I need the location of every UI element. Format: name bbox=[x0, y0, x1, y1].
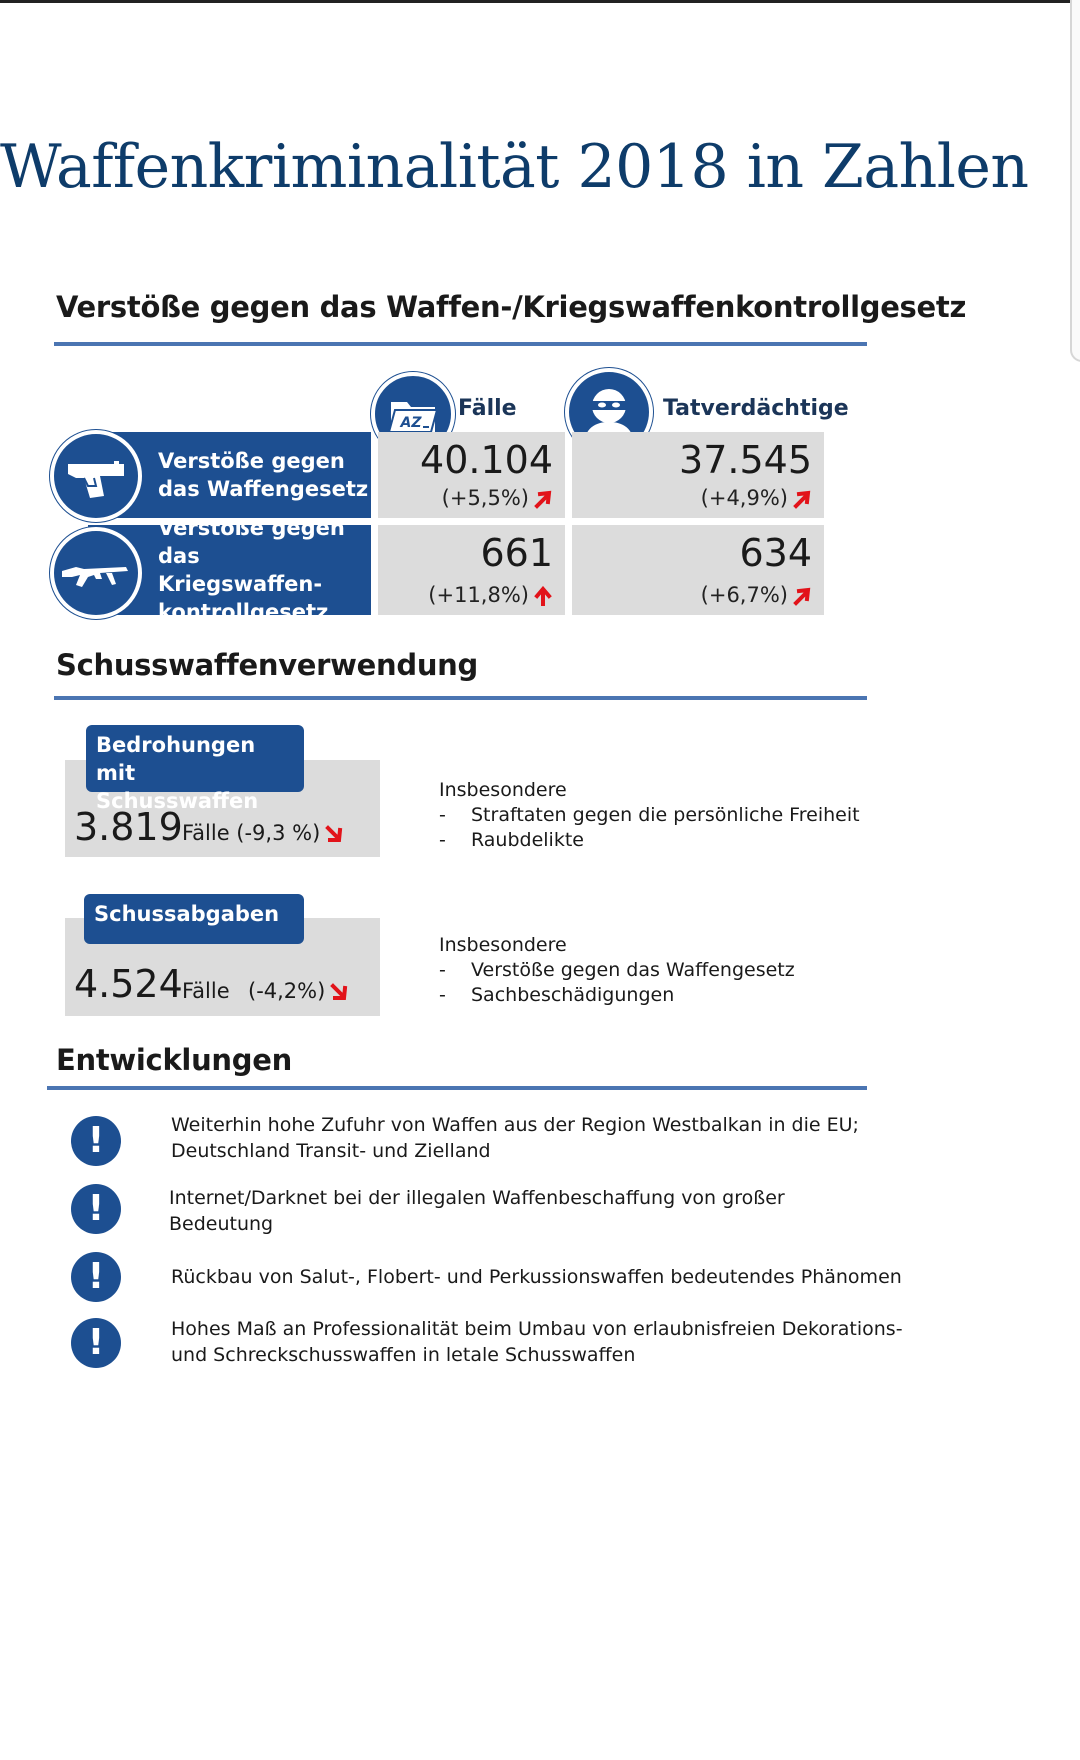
exclamation-icon: ! bbox=[71, 1252, 121, 1302]
change-text: (+5,5%) bbox=[441, 486, 529, 510]
development-item bbox=[171, 1264, 902, 1290]
detail-item: - Verstöße gegen das Waffengesetz bbox=[439, 959, 795, 981]
development-item bbox=[169, 1185, 785, 1237]
detail-intro: Insbesondere bbox=[439, 934, 567, 956]
cell-cases bbox=[378, 525, 565, 615]
shots-tag bbox=[84, 894, 304, 944]
row-label-line: das Kriegswaffen- bbox=[158, 544, 323, 596]
development-line: Weiterhin hohe Zufuhr von Waffen aus der Region Westbalkan in die EU; bbox=[171, 1114, 859, 1136]
cell-cases bbox=[378, 432, 565, 518]
detail-item: - Straftaten gegen die persönliche Freiheit bbox=[439, 804, 860, 826]
development-item bbox=[171, 1112, 859, 1164]
threats-value: 3.819 bbox=[74, 805, 183, 849]
exclamation-icon: ! bbox=[71, 1318, 121, 1368]
detail-item: - Sachbeschädigungen bbox=[439, 984, 675, 1006]
change-text: (+4,9%) bbox=[700, 486, 788, 510]
development-line: Hohes Maß an Professionalität beim Umbau von erlaubnisfreien Dekorations- bbox=[171, 1318, 903, 1340]
shots-suffix-word: Fälle bbox=[182, 979, 230, 1003]
trend-up-diagonal-icon bbox=[533, 489, 553, 509]
top-border bbox=[0, 0, 1072, 3]
suspects-change bbox=[701, 583, 812, 607]
tag-line: Schusswaffen bbox=[96, 789, 259, 813]
pistol-icon bbox=[50, 430, 142, 522]
change-text: (+11,8%) bbox=[428, 583, 529, 607]
development-line: Rückbau von Salut-, Flobert- und Perkussionswaffen bedeutendes Phänomen bbox=[171, 1266, 902, 1288]
trend-up-diagonal-icon bbox=[792, 586, 812, 606]
trend-up-icon bbox=[533, 586, 553, 606]
row-label-line: Verstöße gegen bbox=[158, 516, 345, 540]
detail-item-text: Raubdelikte bbox=[471, 829, 584, 851]
suspects-change bbox=[701, 486, 812, 510]
threats-tag bbox=[86, 725, 304, 813]
suffix-text: (-4,2%) bbox=[248, 979, 326, 1003]
detail-item: - Raubdelikte bbox=[439, 829, 584, 851]
shots-detail bbox=[439, 933, 795, 1008]
cell-suspects bbox=[572, 432, 824, 518]
rifle-icon bbox=[50, 527, 142, 619]
panel-edge bbox=[1070, 0, 1080, 362]
change-text: (+6,7%) bbox=[700, 583, 788, 607]
cell-suspects bbox=[572, 525, 824, 615]
detail-intro: Insbesondere bbox=[439, 779, 567, 801]
section-rule bbox=[54, 342, 867, 346]
detail-item-text: Sachbeschädigungen bbox=[471, 984, 675, 1006]
section-heading-violations: Verstöße gegen das Waffen-/Kriegswaffenkontrollgesetz bbox=[56, 290, 967, 324]
trend-down-diagonal-icon bbox=[329, 982, 349, 1002]
tag-line: Bedrohungen mit bbox=[96, 733, 256, 785]
shots-value: 4.524 bbox=[74, 962, 183, 1006]
suspects-value: 37.545 bbox=[679, 438, 812, 482]
threats-suffix bbox=[182, 821, 344, 845]
development-line: Internet/Darknet bei der illegalen Waffenbeschaffung von großer bbox=[169, 1187, 785, 1209]
column-header-cases: Fälle bbox=[458, 396, 517, 421]
cases-value: 661 bbox=[480, 531, 553, 575]
suffix-text: Fälle (-9,3 %) bbox=[182, 821, 321, 845]
suspects-value: 634 bbox=[739, 531, 812, 575]
threats-detail bbox=[439, 778, 860, 853]
development-line: Deutschland Transit- und Zielland bbox=[171, 1140, 491, 1162]
detail-item-text: Straftaten gegen die persönliche Freiheit bbox=[471, 804, 860, 826]
column-header-suspects: Tatverdächtige bbox=[663, 396, 849, 421]
development-line: Bedeutung bbox=[169, 1213, 274, 1235]
cases-change bbox=[428, 583, 553, 607]
page-title: Waffenkriminalität 2018 in Zahlen bbox=[0, 132, 1029, 202]
row-label-line: das Waffengesetz bbox=[158, 477, 369, 501]
row-label-line: Verstöße gegen bbox=[158, 449, 345, 473]
section-rule bbox=[54, 696, 867, 700]
row-label-line: kontrollgesetz bbox=[158, 600, 329, 624]
exclamation-icon: ! bbox=[71, 1116, 121, 1166]
section-heading-firearm-use: Schusswaffenverwendung bbox=[56, 648, 478, 682]
trend-down-diagonal-icon bbox=[324, 824, 344, 844]
shots-suffix-change bbox=[248, 979, 349, 1003]
section-rule bbox=[47, 1086, 867, 1090]
tag-line: Schussabgaben bbox=[94, 902, 280, 926]
exclamation-icon: ! bbox=[71, 1184, 121, 1234]
detail-item-text: Verstöße gegen das Waffengesetz bbox=[471, 959, 795, 981]
trend-up-diagonal-icon bbox=[792, 489, 812, 509]
development-line: und Schreckschusswaffen in letale Schusswaffen bbox=[171, 1344, 636, 1366]
section-heading-developments: Entwicklungen bbox=[56, 1043, 292, 1077]
svg-text:AZ: AZ bbox=[400, 415, 422, 431]
cases-value: 40.104 bbox=[420, 438, 553, 482]
development-item bbox=[171, 1316, 903, 1368]
cases-change bbox=[442, 486, 553, 510]
